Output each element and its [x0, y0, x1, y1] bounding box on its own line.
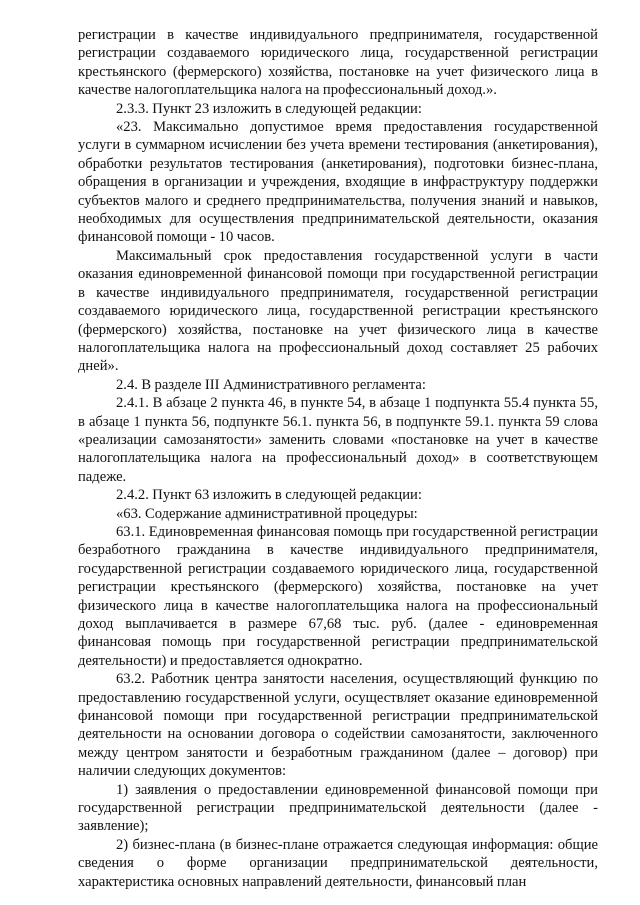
- document-page: [78, 26, 598, 891]
- paragraph-point-23: «23. Максимально допустимое время предоставления государственной услуги в суммарном исчислении без учета времени тестирования (анкетирования), обработки результатов тестирования (анкетирования), подготовки бизнес-плана, обращения в организации и учреждения, входящие в инфраструктуру поддержки субъектов малого и среднего предпринимательства, получения знаний и навыков, необходимых для осуществления предпринимательской деятельности, оказания финансовой помощи - 10 часов.: [78, 119, 598, 246]
- list-item-2: 2) бизнес-плана (в бизнес-плане отражается следующая информация: общие сведения о форме организации предпринимательской деятельности, характеристика основных направлений деятельности, финансовый план: [78, 836, 598, 890]
- paragraph-2-3-3: 2.3.3. Пункт 23 изложить в следующей редакции:: [116, 100, 422, 117]
- paragraph-max-term: Максимальный срок предоставления государственной услуги в части оказания единовременной финансовой помощи при государственной регистрации в качестве индивидуального предпринимателя, государственной регистрации создаваемого юридического лица, государственной регистрации крестьянского (фермерского) хозяйства, постановке на учет физического лица в качестве налогоплательщика налога на профессиональный доход составляет 25 рабочих дней».: [78, 247, 598, 375]
- paragraph-point-63: «63. Содержание административной процедуры:: [116, 505, 418, 522]
- paragraph-2-4: 2.4. В разделе III Административного регламента:: [116, 376, 426, 393]
- paragraph-63-2: 63.2. Работник центра занятости населения, осуществляющий функцию по предоставлению государственной услуги, осуществляет оказание единовременной финансовой помощи при государственной регистрации предпринимательской деятельности на основании договора о содействии самозанятости, заключенного между центром занятости и безработным гражданином (далее – договор) при наличии следующих документов:: [78, 671, 598, 780]
- paragraph-continuation: регистрации в качестве индивидуального предпринимателя, государственной регистрации создаваемого юридического лица, государственной регистрации крестьянского (фермерского) хозяйства, постановке на учет физического лица в качестве налогоплательщика налога на профессиональный доход.».: [78, 27, 598, 99]
- paragraph-2-4-1: 2.4.1. В абзаце 2 пункта 46, в пункте 54, в абзаце 1 подпункта 55.4 пункта 55, в абзаце 1 пункта 56, подпункте 56.1. пункта 56, в подпункте 59.1. пункта 59 слова «реализации самозанятости» заменить словами «постановке на учет в качестве налогоплательщика налога на профессиональный доход» в соответствующем падеже.: [78, 395, 598, 485]
- paragraph-2-4-2: 2.4.2. Пункт 63 изложить в следующей редакции:: [116, 487, 422, 504]
- paragraph-63-1: 63.1. Единовременная финансовая помощь при государственной регистрации безработного гражданина в качестве индивидуального предпринимателя, государственной регистрации создаваемого юридического лица, государственной регистрации крестьянского (фермерского) хозяйства, постановке на учет физического лица в качестве налогоплательщика налога на профессиональный доход выплачивается в размере 67,68 тыс. руб. (далее - единовременная финансовая помощь при государственной регистрации предпринимательской деятельности) и предоставляется однократно.: [78, 523, 598, 669]
- list-item-1: 1) заявления о предоставлении единовременной финансовой помощи при государственной регистрации предпринимательской деятельности (далее - заявление);: [78, 781, 598, 835]
